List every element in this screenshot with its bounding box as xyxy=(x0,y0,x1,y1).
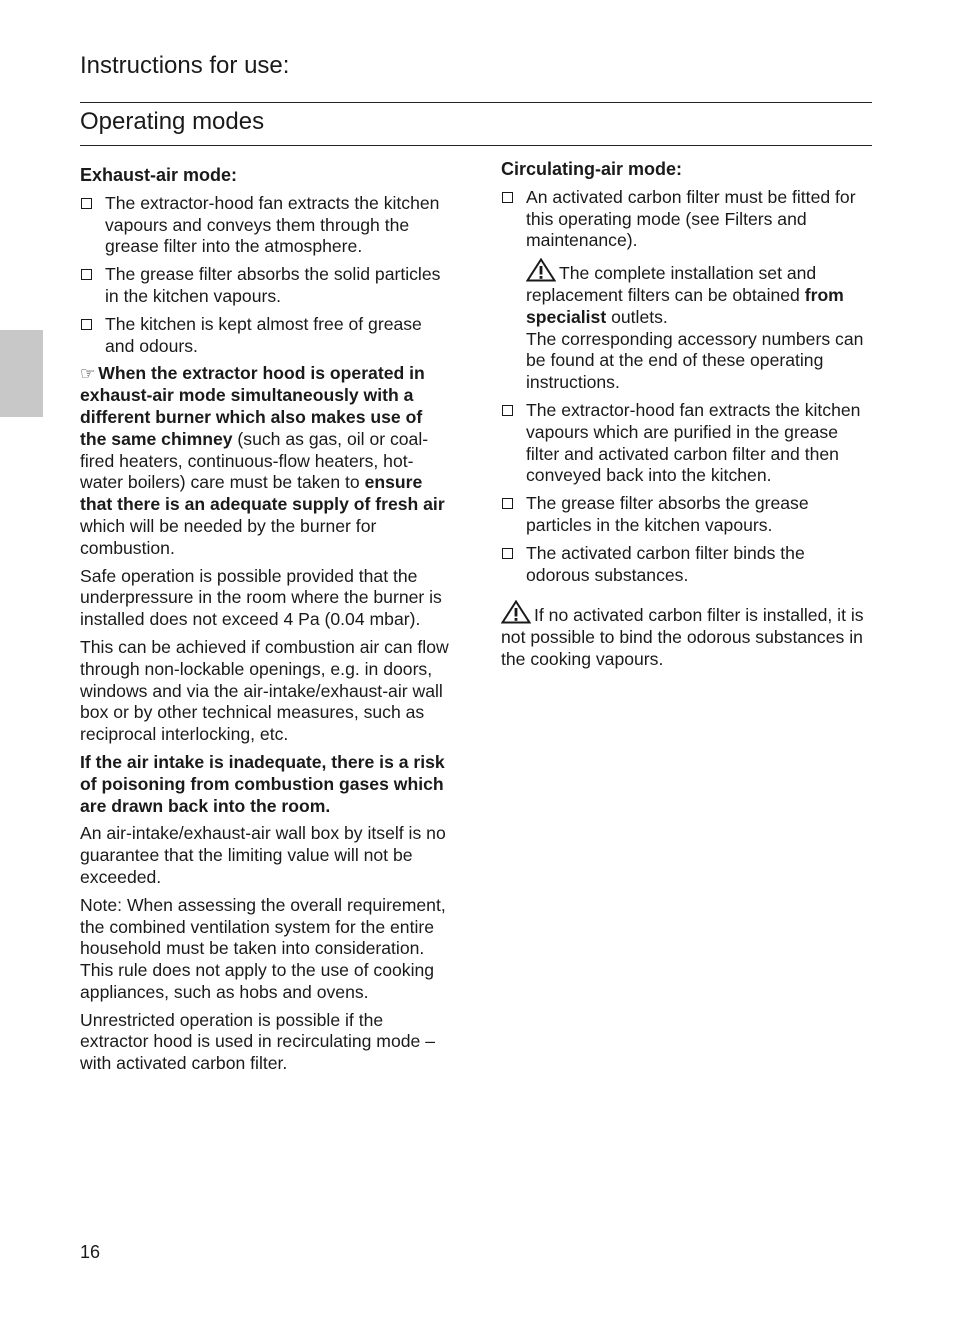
list-item-text: The kitchen is kept almost free of grease and odours. xyxy=(105,313,422,356)
paragraph: Unrestricted operation is possible if the extractor hood is used in recirculating mode – with activated carbon filter. xyxy=(80,1009,435,1074)
list-item-text: The grease filter absorbs the grease particles in the kitchen vapours. xyxy=(526,493,809,535)
carbon-filter-warning xyxy=(501,600,873,670)
section-title: Operating modes xyxy=(80,108,265,135)
note-bold-2: ensure that there is an adequate supply of fresh air xyxy=(80,472,445,515)
exhaust-air-heading: Exhaust-air mode: xyxy=(80,165,238,185)
note-bold-1: When the extractor hood is operated in exhaust-air mode simultaneously with a different burner which also makes use of the same chimney xyxy=(80,363,425,449)
circulating-air-heading: Circulating-air mode: xyxy=(501,159,683,179)
paragraph: An air-intake/exhaust-air wall box by itself is no guarantee that the limiting value will not be exceeded. xyxy=(80,823,446,887)
header-rule xyxy=(80,102,872,103)
list-item-text: The extractor-hood fan extracts the kitchen vapours and conveys them through the grease filter into the atmosphere. xyxy=(105,192,440,257)
list-item-text: The activated carbon filter binds the odorous substances. xyxy=(526,542,805,585)
list-item-text: The extractor-hood fan extracts the kitchen vapours which are purified in the grease filter and activated carbon filter and then conveyed back into the kitchen. xyxy=(526,399,861,486)
checkbox-icon xyxy=(81,319,92,330)
info-text-1: The complete installation set and replacement filters can be obtained xyxy=(526,263,817,305)
list-item xyxy=(501,493,873,537)
left-column xyxy=(80,165,452,1081)
page-number: 16 xyxy=(80,1242,101,1262)
pointing-hand-icon: ☞ xyxy=(80,364,96,384)
list-item-text: An activated carbon filter must be fitted for this operating mode (see Filters and maintenance). xyxy=(526,186,856,251)
note-text-1: (such as gas, oil or coal-fired heaters, continuous-flow heaters, hot-water boilers) care must be taken to xyxy=(80,428,429,493)
checkbox-icon xyxy=(502,548,513,559)
paragraph: This can be achieved if combustion air can flow through non-lockable openings, e.g. in doors, windows and via the air-intake/exhaust-air wall box or by other technical measures, such as reciprocal interlocking, etc. xyxy=(80,636,449,745)
warning-text: If no activated carbon filter is installed, it is not possible to bind the odorous substances in the cooking vapours. xyxy=(501,605,864,669)
info-line-2: The corresponding accessory numbers can be found at the end of these operating instructions. xyxy=(526,328,864,393)
section-rule xyxy=(80,145,872,146)
list-item xyxy=(501,543,873,587)
section-tab-marker xyxy=(0,330,43,417)
paragraph: Safe operation is possible provided that the underpressure in the room where the burner is installed does not exceed 4 Pa (0.04 mbar). xyxy=(80,565,442,630)
list-item xyxy=(80,193,452,258)
poisoning-warning: If the air intake is inadequate, there is a risk of poisoning from combustion gases which are drawn back into the room. xyxy=(80,751,445,816)
info-text-2: outlets. xyxy=(606,306,668,327)
checkbox-icon xyxy=(502,192,513,203)
note-text-2: which will be needed by the burner for combustion. xyxy=(80,515,377,558)
warning-triangle-icon xyxy=(526,258,556,282)
page-header: Instructions for use: xyxy=(80,52,290,79)
warning-triangle-icon xyxy=(501,600,531,624)
paragraph: Note: When assessing the overall requirement, the combined ventilation system for the entire household must be taken into consideration. This rule does not apply to the use of cooking appliances, such as hobs and ovens. xyxy=(80,894,446,1002)
list-item xyxy=(80,314,452,358)
installation-info xyxy=(501,258,873,394)
checkbox-icon xyxy=(81,198,92,209)
list-item xyxy=(501,400,873,487)
checkbox-icon xyxy=(81,269,92,280)
checkbox-icon xyxy=(502,498,513,509)
chimney-note xyxy=(80,363,452,559)
list-item-text: The grease filter absorbs the solid particles in the kitchen vapours. xyxy=(105,264,441,306)
right-column xyxy=(501,159,873,677)
list-item xyxy=(501,187,873,252)
list-item xyxy=(80,264,452,308)
info-bold: from specialist xyxy=(526,284,844,327)
checkbox-icon xyxy=(502,405,513,416)
